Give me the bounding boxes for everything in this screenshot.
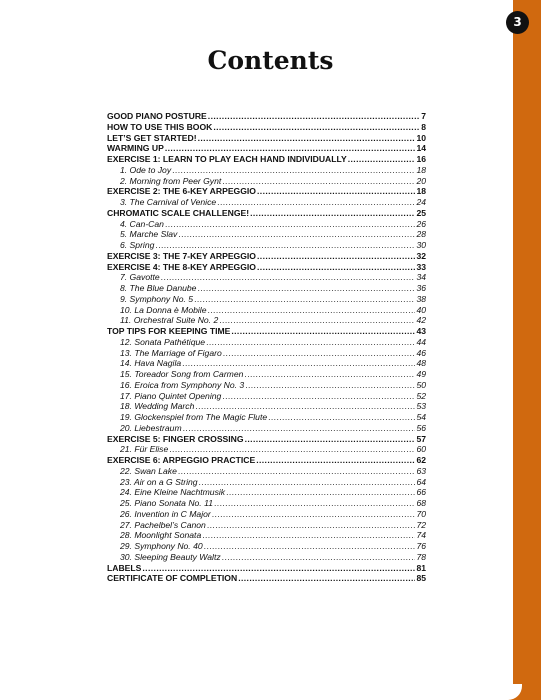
dot-leader — [183, 423, 416, 434]
toc-entry-label: 14. Hava Nagila — [120, 358, 182, 369]
toc-entry-label: 19. Glockenspiel from The Magic Flute — [120, 412, 268, 422]
toc-entry-page-number: 57 — [416, 433, 426, 444]
toc-entry-page-number: 81 — [416, 562, 426, 573]
toc-entry-label: 2. Morning from Peer Gynt — [120, 175, 222, 186]
toc-entry-page-number: 68 — [416, 498, 426, 508]
dot-leader — [250, 208, 415, 219]
dot-leader — [222, 176, 415, 187]
dot-leader — [195, 401, 415, 412]
toc-entry-page-number: 30 — [416, 240, 426, 250]
toc-section-entry[interactable] — [107, 326, 426, 337]
toc-piece-entry[interactable] — [107, 477, 426, 488]
toc-entry-page-number: 74 — [416, 530, 426, 541]
toc-piece-entry[interactable] — [107, 498, 426, 509]
toc-entry-page-number: 14 — [416, 143, 426, 154]
toc-entry-page-number: 49 — [416, 369, 426, 379]
toc-entry-label: 26. Invention in C Major — [120, 508, 211, 519]
toc-piece-entry[interactable] — [107, 272, 426, 283]
toc-section-entry[interactable] — [107, 563, 426, 574]
toc-entry-label: 21. Für Elise — [120, 444, 169, 455]
toc-entry-label: LABELS — [107, 562, 142, 573]
toc-entry-page-number: 70 — [416, 508, 426, 519]
toc-entry-page-number: 34 — [416, 272, 426, 283]
table-of-contents — [107, 111, 426, 584]
dot-leader — [182, 358, 415, 369]
toc-entry-label: EXERCISE 5: FINGER CROSSING — [107, 433, 244, 444]
toc-piece-entry[interactable] — [107, 305, 426, 316]
toc-entry-page-number: 54 — [416, 412, 426, 422]
toc-entry-label: 27. Pachelbel’s Canon — [120, 519, 206, 530]
dot-leader — [348, 154, 416, 165]
toc-entry-page-number: 20 — [416, 175, 426, 186]
dot-leader — [165, 143, 416, 154]
dot-leader — [257, 262, 415, 273]
dot-leader — [214, 498, 415, 509]
toc-entry-page-number: 64 — [416, 476, 426, 487]
toc-piece-entry[interactable] — [107, 358, 426, 369]
toc-piece-entry[interactable] — [107, 401, 426, 412]
toc-entry-page-number: 18 — [416, 164, 426, 175]
toc-entry-label: 25. Piano Sonata No. 11 — [120, 498, 214, 508]
toc-entry-page-number: 60 — [416, 444, 426, 455]
toc-section-entry[interactable] — [107, 208, 426, 219]
toc-entry-page-number: 28 — [416, 229, 426, 240]
toc-piece-entry[interactable] — [107, 337, 426, 348]
toc-section-entry[interactable] — [107, 111, 426, 122]
toc-entry-page-number: 26 — [416, 218, 426, 229]
toc-entry-label: 18. Wedding March — [120, 401, 195, 412]
dot-leader — [245, 434, 416, 445]
toc-entry-page-number: 33 — [416, 261, 426, 272]
toc-piece-entry[interactable] — [107, 412, 426, 423]
toc-entry-label: EXERCISE 3: THE 7-KEY ARPEGGIO — [107, 250, 256, 261]
toc-piece-entry[interactable] — [107, 487, 426, 498]
dot-leader — [169, 444, 415, 455]
toc-section-entry[interactable] — [107, 262, 426, 273]
toc-piece-entry[interactable] — [107, 552, 426, 563]
toc-entry-page-number: 16 — [416, 154, 426, 164]
dot-leader — [178, 466, 416, 477]
toc-piece-entry[interactable] — [107, 219, 426, 230]
toc-entry-page-number: 48 — [416, 358, 426, 369]
toc-entry-label: LET’S GET STARTED! — [107, 132, 197, 143]
toc-entry-label: 12. Sonata Pathétique — [120, 336, 206, 347]
toc-section-entry[interactable] — [107, 251, 426, 262]
dot-leader — [257, 251, 415, 262]
dot-leader — [219, 315, 415, 326]
dot-leader — [244, 369, 415, 380]
toc-piece-entry[interactable] — [107, 240, 426, 251]
dot-leader — [238, 573, 415, 584]
toc-entry-label: 5. Marche Slav — [120, 229, 178, 240]
toc-entry-page-number: 52 — [416, 390, 426, 401]
toc-section-entry[interactable] — [107, 143, 426, 154]
dot-leader — [217, 197, 415, 208]
toc-entry-page-number: 24 — [416, 197, 426, 207]
toc-piece-entry[interactable] — [107, 530, 426, 541]
toc-entry-label: 28. Moonlight Sonata — [120, 530, 202, 541]
toc-piece-entry[interactable] — [107, 229, 426, 240]
toc-entry-label: 3. The Carnival of Venice — [120, 197, 217, 207]
toc-piece-entry[interactable] — [107, 315, 426, 326]
dot-leader — [231, 326, 415, 337]
toc-section-entry[interactable] — [107, 573, 426, 584]
dot-leader — [198, 133, 416, 144]
toc-entry-label: 16. Eroica from Symphony No. 3 — [120, 379, 245, 390]
toc-piece-entry[interactable] — [107, 541, 426, 552]
toc-entry-label: GOOD PIANO POSTURE — [107, 111, 207, 121]
toc-entry-page-number: 10 — [416, 132, 426, 143]
toc-entry-page-number: 76 — [416, 541, 426, 551]
dot-leader — [207, 520, 416, 531]
toc-entry-page-number: 7 — [421, 111, 426, 121]
toc-entry-label: 30. Sleeping Beauty Waltz — [120, 551, 221, 562]
toc-entry-page-number: 62 — [416, 455, 426, 465]
toc-piece-entry[interactable] — [107, 423, 426, 434]
dot-leader — [178, 229, 415, 240]
toc-entry-label: 20. Liebestraum — [120, 422, 182, 433]
toc-entry-label: HOW TO USE THIS BOOK — [107, 121, 213, 132]
toc-piece-entry[interactable] — [107, 444, 426, 455]
bottom-accent-strip — [0, 684, 541, 700]
dot-leader — [204, 541, 416, 552]
dot-leader — [223, 348, 416, 359]
toc-section-entry[interactable] — [107, 455, 426, 466]
toc-entry-page-number: 53 — [416, 401, 426, 412]
toc-entry-label: 22. Swan Lake — [120, 465, 177, 476]
dot-leader — [142, 563, 415, 574]
dot-leader — [172, 165, 415, 176]
toc-entry-page-number: 42 — [416, 315, 426, 326]
dot-leader — [202, 530, 415, 541]
toc-entry-page-number: 78 — [416, 551, 426, 562]
toc-entry-page-number: 63 — [416, 465, 426, 476]
toc-entry-page-number: 25 — [416, 207, 426, 218]
toc-entry-label: 23. Air on a G String — [120, 476, 198, 487]
toc-entry-page-number: 66 — [416, 487, 426, 498]
toc-entry-page-number: 43 — [416, 326, 426, 336]
toc-entry-label: 7. Gavotte — [120, 272, 160, 283]
dot-leader — [212, 509, 416, 520]
dot-leader — [245, 380, 415, 391]
dot-leader — [257, 186, 415, 197]
toc-piece-entry[interactable] — [107, 391, 426, 402]
toc-entry-page-number: 44 — [416, 336, 426, 347]
dot-leader — [165, 219, 415, 230]
toc-entry-label: EXERCISE 6: ARPEGGIO PRACTICE — [107, 455, 256, 465]
toc-entry-label: 15. Toreador Song from Carmen — [120, 369, 244, 379]
toc-entry-label: 29. Symphony No. 40 — [120, 541, 203, 551]
toc-section-entry[interactable] — [107, 154, 426, 165]
toc-section-entry[interactable] — [107, 434, 426, 445]
toc-entry-page-number: 50 — [416, 379, 426, 390]
toc-section-entry[interactable] — [107, 186, 426, 197]
toc-entry-label: 24. Eine Kleine Nachtmusik — [120, 487, 226, 498]
dot-leader — [213, 122, 420, 133]
page-number-badge: 3 — [506, 11, 529, 34]
toc-section-entry[interactable] — [107, 122, 426, 133]
dot-leader — [155, 240, 415, 251]
toc-entry-page-number: 56 — [416, 422, 426, 433]
dot-leader — [222, 391, 415, 402]
toc-piece-entry[interactable] — [107, 369, 426, 380]
toc-entry-label: TOP TIPS FOR KEEPING TIME — [107, 326, 231, 336]
toc-entry-label: 4. Can-Can — [120, 218, 164, 229]
toc-entry-page-number: 85 — [416, 573, 426, 584]
dot-leader — [222, 552, 416, 563]
toc-piece-entry[interactable] — [107, 520, 426, 531]
toc-entry-page-number: 36 — [416, 283, 426, 293]
dot-leader — [197, 283, 415, 294]
toc-piece-entry[interactable] — [107, 197, 426, 208]
right-accent-strip — [513, 0, 541, 700]
toc-entry-page-number: 32 — [416, 250, 426, 261]
toc-piece-entry[interactable] — [107, 294, 426, 305]
dot-leader — [161, 272, 416, 283]
toc-entry-label: 13. The Marriage of Figaro — [120, 347, 222, 358]
toc-entry-page-number: 38 — [416, 293, 426, 304]
toc-entry-label: CERTIFICATE OF COMPLETION — [107, 573, 238, 584]
dot-leader — [207, 305, 415, 316]
dot-leader — [268, 412, 415, 423]
toc-piece-entry[interactable] — [107, 380, 426, 391]
toc-entry-label: EXERCISE 2: THE 6-KEY ARPEGGIO — [107, 186, 256, 197]
toc-entry-page-number: 46 — [416, 347, 426, 358]
toc-entry-label: EXERCISE 1: LEARN TO PLAY EACH HAND INDIVIDUALLY — [107, 154, 347, 164]
toc-piece-entry[interactable] — [107, 176, 426, 187]
toc-entry-page-number: 8 — [421, 121, 426, 132]
dot-leader — [194, 294, 415, 305]
dot-leader — [206, 337, 415, 348]
dot-leader — [226, 487, 415, 498]
toc-entry-label: CHROMATIC SCALE CHALLENGE! — [107, 207, 250, 218]
toc-piece-entry[interactable] — [107, 283, 426, 294]
dot-leader — [256, 455, 415, 466]
toc-entry-label: 11. Orchestral Suite No. 2 — [120, 315, 219, 326]
page-title: Contents — [207, 46, 334, 75]
toc-entry-label: 17. Piano Quintet Opening — [120, 390, 222, 401]
toc-entry-label: 1. Ode to Joy — [120, 164, 172, 175]
toc-entry-label: EXERCISE 4: THE 8-KEY ARPEGGIO — [107, 261, 256, 272]
toc-section-entry[interactable] — [107, 133, 426, 144]
toc-entry-label: 10. La Donna è Mobile — [120, 304, 207, 315]
toc-entry-page-number: 72 — [416, 519, 426, 530]
toc-piece-entry[interactable] — [107, 165, 426, 176]
toc-entry-label: 6. Spring — [120, 240, 155, 250]
dot-leader — [199, 477, 416, 488]
toc-piece-entry[interactable] — [107, 466, 426, 477]
dot-leader — [208, 111, 420, 122]
toc-entry-page-number: 18 — [416, 186, 426, 197]
toc-entry-label: 8. The Blue Danube — [120, 283, 197, 293]
toc-piece-entry[interactable] — [107, 348, 426, 359]
toc-piece-entry[interactable] — [107, 509, 426, 520]
toc-entry-page-number: 40 — [416, 304, 426, 315]
toc-entry-label: 9. Symphony No. 5 — [120, 293, 194, 304]
toc-entry-label: WARMING UP — [107, 143, 164, 154]
